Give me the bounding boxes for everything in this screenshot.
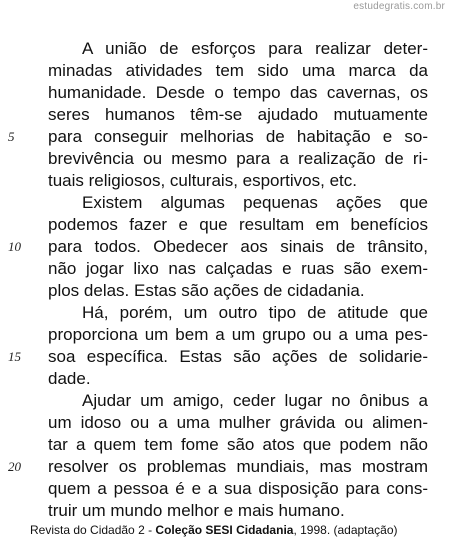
text-line: seres humanos têm-se ajudado mutuamente bbox=[48, 105, 428, 124]
text-line: Existem algumas pequenas ações que bbox=[82, 193, 428, 212]
text-line: humanidade. Desde o tempo das cavernas, os bbox=[48, 83, 428, 102]
text-line: minadas atividades tem sido uma marca da bbox=[48, 61, 428, 80]
text-line: para todos. Obedecer aos sinais de trânsito, bbox=[48, 237, 428, 256]
text-line: para conseguir melhorias de habitação e so- bbox=[48, 127, 428, 146]
text-line: um idoso ou a uma mulher grávida ou alimen- bbox=[48, 413, 428, 432]
text-line: proporciona um bem a um grupo ou a uma pes- bbox=[48, 325, 428, 344]
source-prefix: Revista do Cidadão 2 - bbox=[30, 523, 156, 537]
text-line: resolver os problemas mundiais, mas mostram bbox=[48, 457, 428, 476]
text-line: tar a quem tem fome são atos que podem não bbox=[48, 435, 428, 454]
line-number: 15 bbox=[8, 349, 21, 364]
text-line: quem a pessoa é e a sua disposição para cons- bbox=[48, 479, 428, 498]
text-line: Ajudar um amigo, ceder lugar no ônibus a bbox=[82, 391, 428, 410]
text-line: brevivência ou mesmo para a realização de ri- bbox=[48, 149, 428, 168]
line-number: 20 bbox=[8, 459, 21, 474]
text-line: plos delas. Estas são ações de cidadania. bbox=[48, 281, 365, 300]
text-line: dade. bbox=[48, 369, 91, 388]
text-line: A união de esforços para realizar deter- bbox=[82, 39, 428, 58]
watermark: estudegratis.com.br bbox=[353, 1, 445, 12]
source-citation bbox=[30, 523, 398, 537]
text-line: tuais religiosos, culturais, esportivos, etc. bbox=[48, 171, 357, 190]
source-collection: Coleção SESI Cidadania bbox=[155, 523, 294, 537]
text-line: podemos fazer e que resultam em benefícios bbox=[48, 215, 428, 234]
text-line: não jogar lixo nas calçadas e ruas são exem- bbox=[48, 259, 428, 278]
line-number: 10 bbox=[8, 239, 21, 254]
text-line: truir um mundo melhor e mais humano. bbox=[48, 501, 345, 520]
text-line: Há, porém, um outro tipo de atitude que bbox=[82, 303, 428, 322]
source-suffix: , 1998. (adaptação) bbox=[293, 523, 398, 537]
text-line: soa específica. Estas são ações de solidarie- bbox=[48, 347, 428, 366]
line-number: 5 bbox=[8, 129, 15, 144]
